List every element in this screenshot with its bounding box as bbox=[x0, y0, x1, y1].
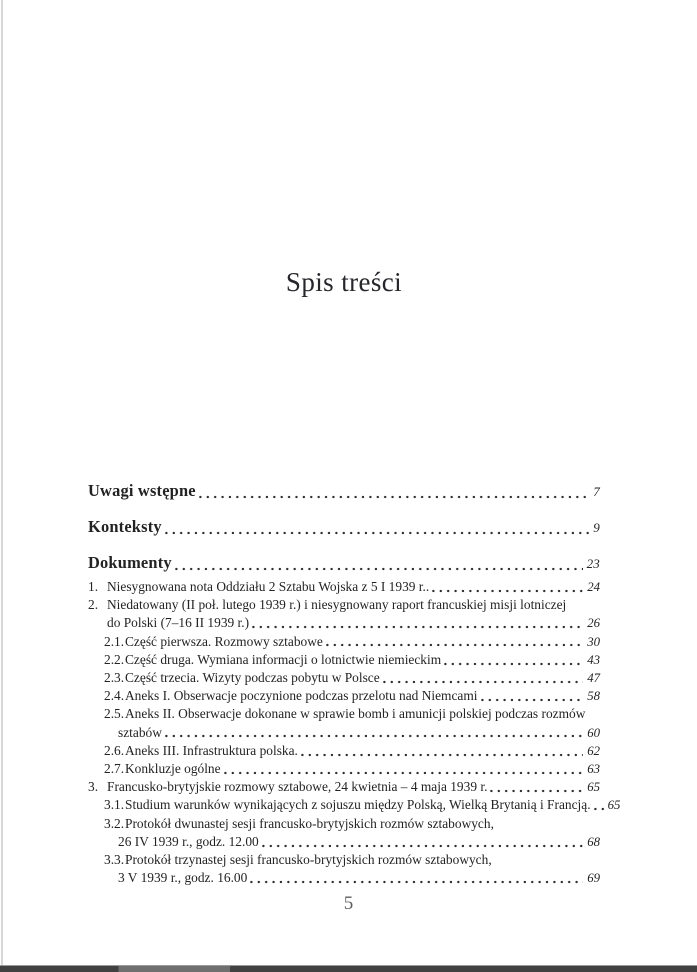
toc-entry-number: 3.2. bbox=[104, 815, 125, 831]
toc-page-number: 60 bbox=[587, 725, 600, 740]
toc-entry-row bbox=[88, 633, 600, 651]
toc-entry-number: 2. bbox=[88, 597, 99, 613]
toc-entry-number: 3. bbox=[88, 779, 99, 795]
dot-leader bbox=[301, 742, 583, 757]
toc-entry-text: Część druga. Wymiana informacji o lotnictwie niemieckim bbox=[125, 651, 442, 667]
toc-page-number: 9 bbox=[593, 520, 600, 535]
toc-page-number: 30 bbox=[587, 634, 600, 649]
dot-leader bbox=[175, 553, 583, 571]
toc-entry-text: Protokół trzynastej sesji francusko-brytyjskich rozmów sztabowych, bbox=[125, 852, 492, 868]
toc-entry-row bbox=[88, 651, 600, 669]
toc-entry-text: Niesygnowana nota Oddziału 2 Sztabu Wojska z 5 I 1939 r.. bbox=[107, 579, 430, 594]
toc-entry-row bbox=[88, 596, 600, 614]
toc-page-number: 58 bbox=[587, 689, 600, 704]
toc-entry-number: 2.4. bbox=[104, 688, 125, 704]
toc-entry-row bbox=[88, 778, 600, 796]
toc-entry-row bbox=[88, 669, 600, 687]
scan-left-edge-line bbox=[1, 0, 3, 972]
page-title: Spis treści bbox=[285, 267, 403, 298]
toc-entry-row bbox=[88, 869, 600, 887]
toc-page-number: 24 bbox=[587, 580, 600, 594]
toc-entry-number: 2.5. bbox=[104, 706, 125, 722]
toc-entry-row bbox=[88, 833, 600, 851]
toc-entry-row bbox=[88, 614, 600, 632]
dot-leader bbox=[432, 578, 583, 593]
toc-heading-label: Dokumenty bbox=[88, 553, 172, 572]
dot-leader bbox=[481, 687, 584, 702]
toc-entry-row bbox=[88, 687, 600, 705]
footer-page-number: 5 bbox=[343, 893, 354, 914]
dot-leader bbox=[224, 760, 584, 775]
scan-bottom-edge-strip bbox=[0, 965, 697, 972]
dot-leader bbox=[444, 651, 583, 666]
toc-entry-number: 2.3. bbox=[104, 670, 125, 686]
toc-entry-number: 2.6. bbox=[104, 742, 125, 758]
toc-entry-row bbox=[88, 578, 600, 596]
toc-entry-number: 1. bbox=[88, 579, 99, 594]
toc-entry-text: Aneks II. Obserwacje dokonane w sprawie bomb i amunicji polskiej podczas rozmów bbox=[125, 706, 586, 722]
toc-list bbox=[88, 481, 621, 887]
toc-entry-text: Protokół dwunastej sesji francusko-brytyjskich rozmów sztabowych, bbox=[125, 815, 494, 831]
toc-entry-text: Część pierwsza. Rozmowy sztabowe bbox=[125, 633, 323, 649]
dot-leader bbox=[250, 869, 583, 884]
toc-entry-text: do Polski (7–16 II 1939 r.) bbox=[107, 615, 250, 631]
toc-entry-text: Część trzecia. Wizyty podczas pobytu w Polsce bbox=[125, 670, 380, 686]
toc-page-number: 65 bbox=[587, 780, 600, 795]
toc-entry-text: Aneks III. Infrastruktura polska. bbox=[125, 742, 298, 758]
toc-entry-text: 26 IV 1939 r., godz. 12.00 bbox=[118, 833, 259, 849]
toc-entry-text: Francusko-brytyjskie rozmowy sztabowe, 24 kwietnia – 4 maja 1939 r. bbox=[107, 779, 488, 795]
toc-page-number: 63 bbox=[587, 762, 600, 777]
toc-entry-text: Aneks I. Obserwacje poczynione podczas przelotu nad Niemcami bbox=[125, 688, 478, 704]
toc-entry-row bbox=[88, 796, 621, 814]
toc-page-number: 65 bbox=[607, 798, 621, 813]
toc-page-number: 23 bbox=[586, 556, 600, 571]
toc-page-number: 43 bbox=[587, 652, 600, 667]
dot-leader bbox=[165, 724, 583, 739]
toc-page-number: 62 bbox=[587, 743, 600, 758]
toc-entry-text: sztabów bbox=[118, 724, 162, 740]
toc-entry-number: 2.7. bbox=[104, 761, 125, 777]
dot-leader bbox=[490, 778, 583, 793]
toc-entry-text: Studium warunków wynikających z sojuszu między Polską, Wielką Brytanią i Francją. bbox=[125, 797, 591, 813]
toc-entry-number: 3.3. bbox=[104, 852, 125, 868]
toc-page-number: 47 bbox=[587, 671, 600, 686]
toc-entry-number: 3.1. bbox=[104, 797, 125, 813]
toc-page-number: 26 bbox=[587, 616, 600, 631]
dot-leader bbox=[199, 481, 590, 499]
toc-entry-number: 2.1. bbox=[104, 633, 125, 649]
toc-entry-text: Konkluzje ogólne bbox=[125, 761, 221, 777]
toc-entry-row bbox=[88, 851, 600, 869]
toc-entry-row bbox=[88, 742, 600, 760]
toc-entry-text: Niedatowany (II poł. lutego 1939 r.) i niesygnowany raport francuskiej misji lotniczej bbox=[107, 597, 567, 613]
dot-leader bbox=[383, 669, 584, 684]
dot-leader bbox=[252, 614, 583, 629]
toc-entry-number: 2.2. bbox=[104, 651, 125, 667]
toc-page-number: 7 bbox=[593, 484, 600, 499]
toc-heading-label: Uwagi wstępne bbox=[88, 481, 196, 500]
dot-leader bbox=[594, 796, 604, 811]
toc-entry-row bbox=[88, 724, 600, 742]
toc-heading-row bbox=[88, 481, 600, 502]
dot-leader bbox=[326, 633, 583, 648]
toc-entry-text: 3 V 1939 r., godz. 16.00 bbox=[118, 870, 248, 886]
toc-heading-row bbox=[88, 553, 600, 574]
dot-leader bbox=[262, 833, 583, 848]
toc-entry-row bbox=[88, 815, 600, 833]
toc-page-number: 69 bbox=[587, 871, 600, 886]
toc-heading-row bbox=[88, 517, 600, 538]
toc-page-number: 68 bbox=[587, 834, 600, 849]
toc-heading-label: Konteksty bbox=[88, 517, 162, 536]
dot-leader bbox=[165, 517, 590, 535]
toc-entry-row bbox=[88, 705, 600, 723]
toc-entry-row bbox=[88, 760, 600, 778]
